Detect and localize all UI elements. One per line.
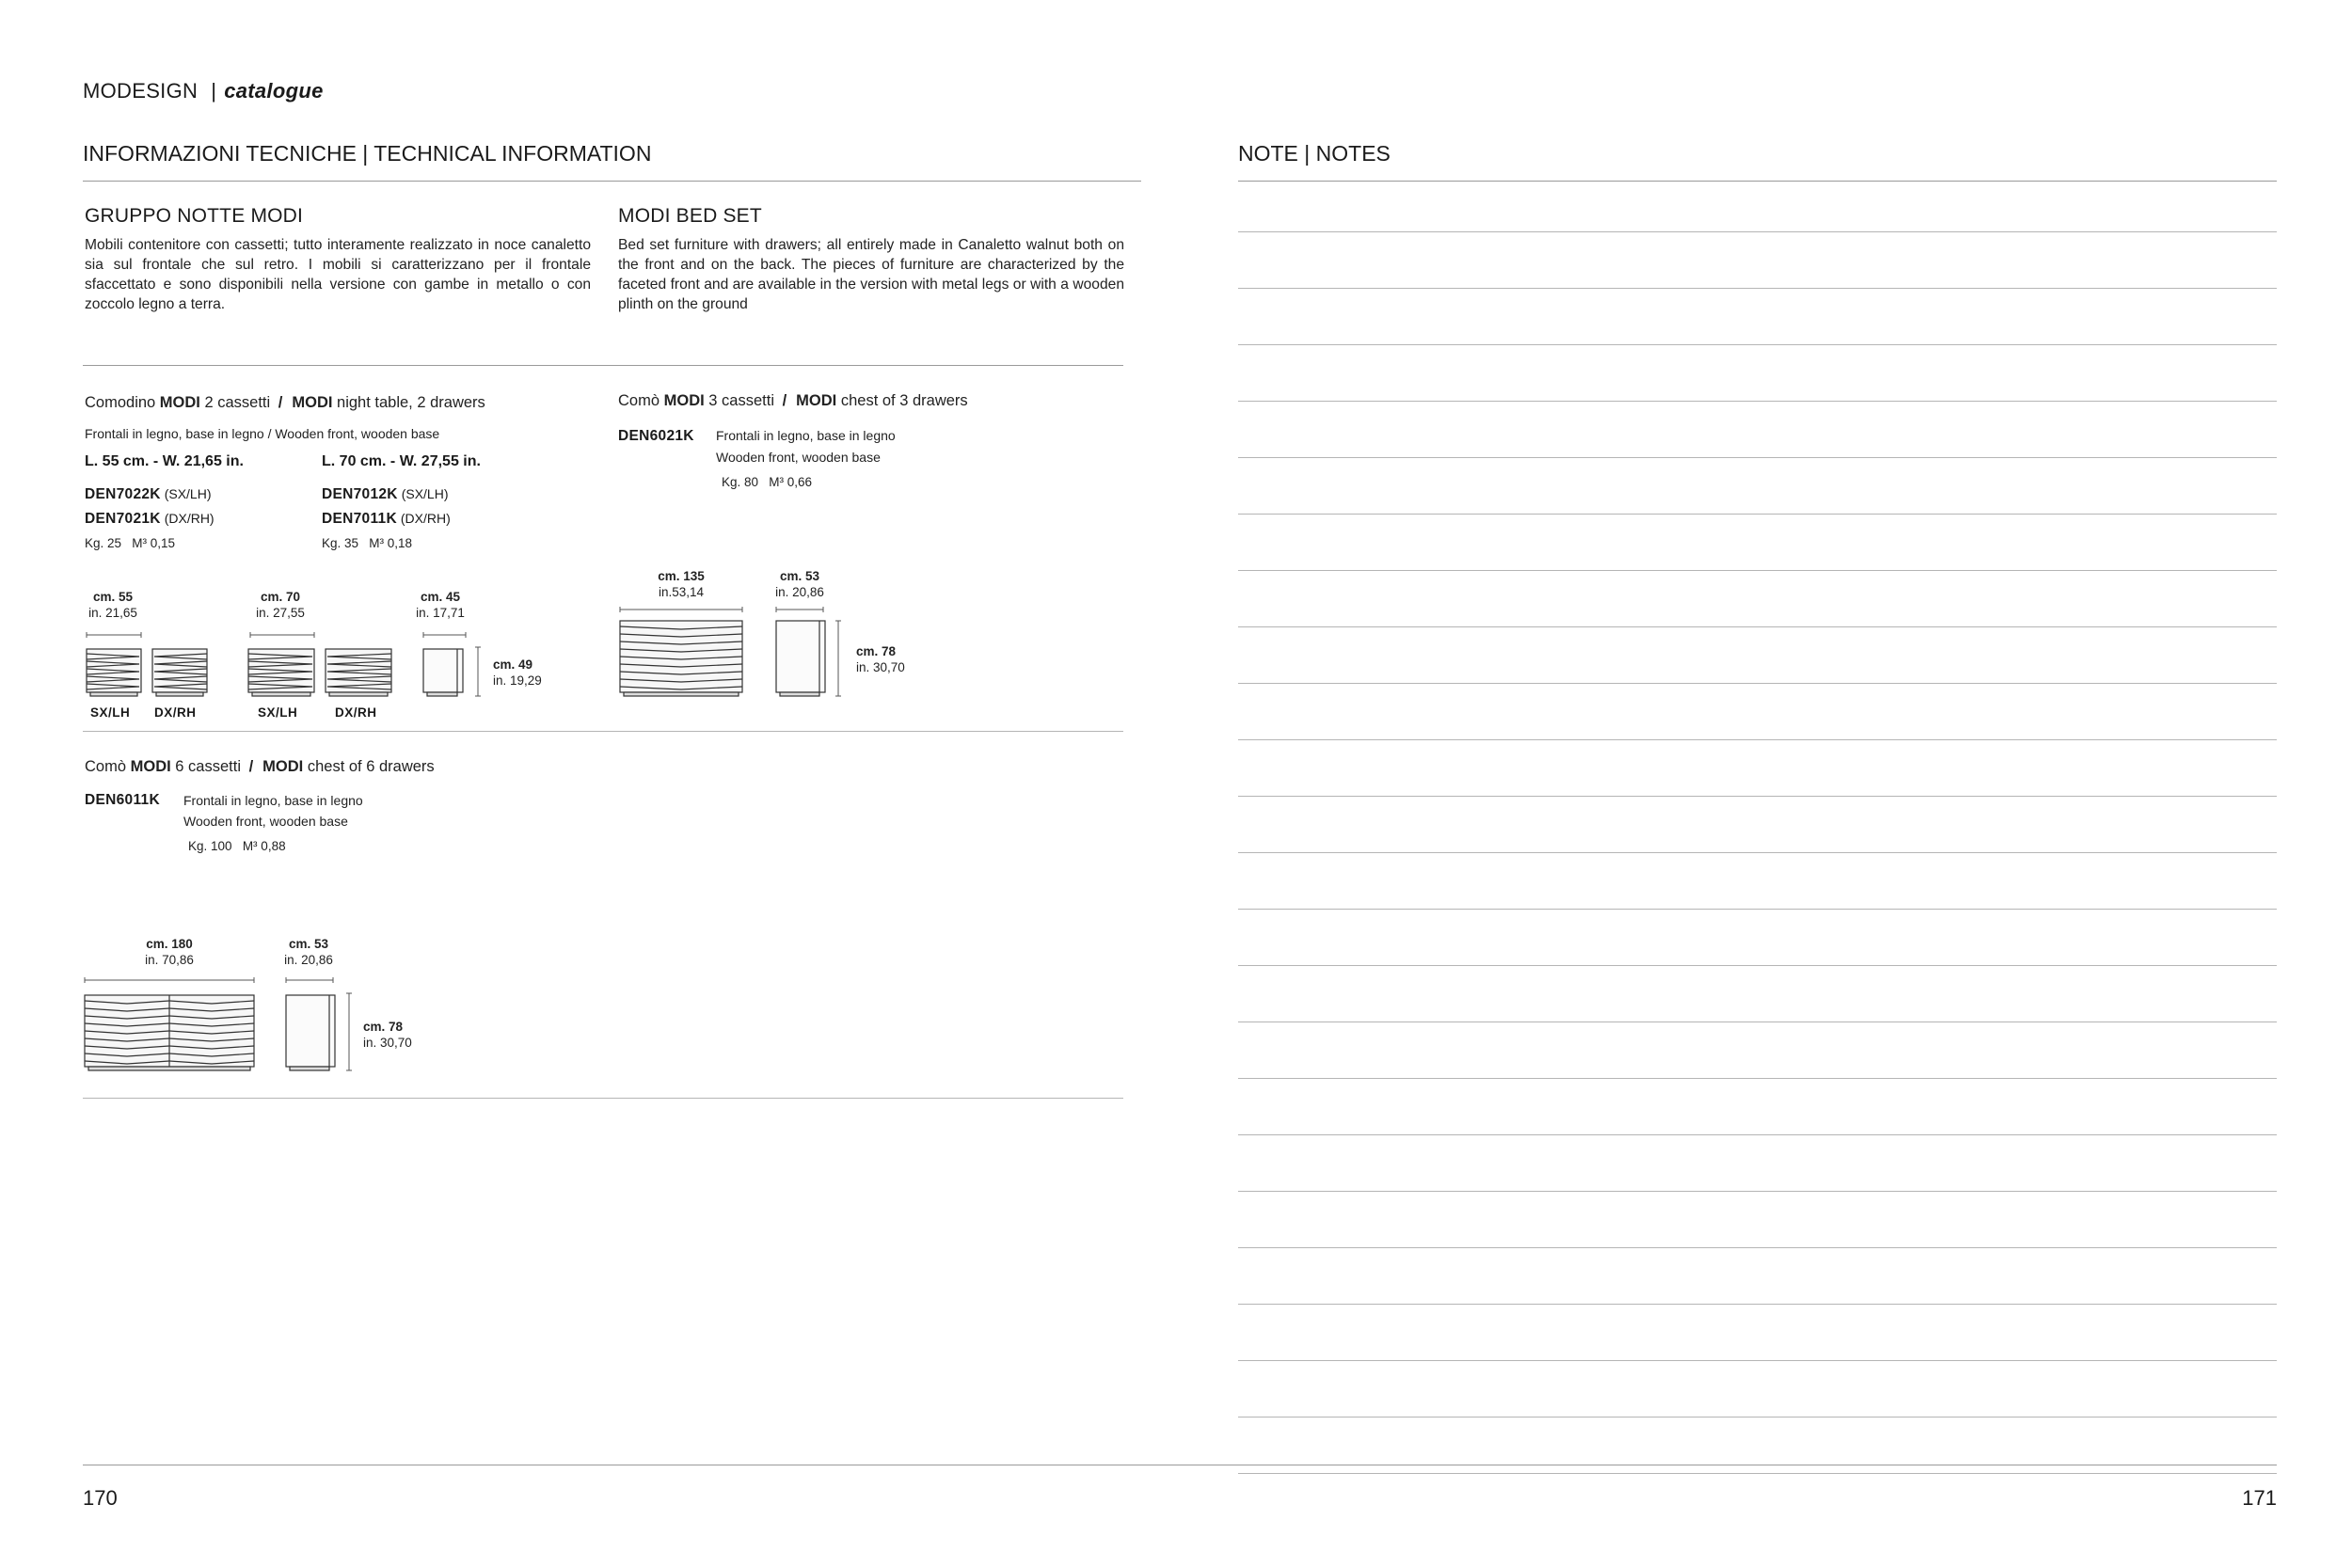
night-table-large-weight: Kg. 35 M³ 0,18 (322, 536, 413, 550)
brand-header (83, 79, 324, 103)
night-table-large-code1: DEN7012K (SX/LH) (322, 486, 449, 502)
note-line (1238, 1191, 2277, 1192)
chest3-dim-width: cm. 135 in.53,14 (658, 569, 705, 599)
night-table-small-code1: DEN7022K (SX/LH) (85, 486, 212, 502)
note-line (1238, 288, 2277, 289)
chest6-bottom-rule (83, 1098, 1123, 1099)
note-line (1238, 514, 2277, 515)
dim-h49: cm. 49 in. 19,29 (493, 657, 542, 688)
intro-rule (83, 365, 1123, 366)
note-line (1238, 739, 2277, 740)
note-line (1238, 796, 2277, 797)
intro-en-title: MODI BED SET (618, 205, 762, 227)
night-table-small-code2: DEN7021K (DX/RH) (85, 511, 215, 527)
note-line (1238, 852, 2277, 853)
night-table-large-dx-drawing (326, 649, 391, 696)
page-number-left: 170 (83, 1486, 118, 1510)
chest6-dim-height: cm. 78 in. 30,70 (363, 1020, 412, 1050)
night-table-large-size: L. 70 cm. - W. 27,55 in. (322, 453, 481, 469)
chest6-material-en: Wooden front, wooden base (183, 814, 348, 829)
note-line (1238, 401, 2277, 402)
note-line (1238, 626, 2277, 627)
technical-info-title: INFORMAZIONI TECNICHE | TECHNICAL INFORMATION (83, 141, 652, 166)
chest6-dim-width: cm. 180 in. 70,86 (145, 937, 194, 967)
brand-separator: | (211, 79, 217, 103)
chest6-drawings (83, 973, 365, 1078)
night-table-title: Comodino MODI 2 cassetti / MODI night table, 2 drawers (85, 394, 485, 411)
chest6-dim-depth: cm. 53 in. 20,86 (284, 937, 333, 967)
label-large-sx: SX/LH (258, 705, 298, 720)
chest6-side-drawing (286, 995, 335, 1070)
chest6-code: DEN6011K (85, 792, 160, 808)
note-line (1238, 965, 2277, 966)
chest6-front-drawing (85, 995, 254, 1070)
notes-title: NOTE | NOTES (1238, 141, 1391, 166)
chest3-title: Comò MODI 3 cassetti / MODI chest of 3 drawers (618, 392, 968, 409)
label-small-sx: SX/LH (90, 705, 131, 720)
right-top-rule (1238, 181, 2277, 182)
chest3-material-en: Wooden front, wooden base (716, 450, 881, 465)
intro-it-title: GRUPPO NOTTE MODI (85, 205, 304, 227)
chest3-dim-height: cm. 78 in. 30,70 (856, 644, 905, 674)
night-table-drawings (83, 626, 497, 711)
note-line (1238, 1134, 2277, 1135)
intro-it-text: Mobili contenitore con cassetti; tutto interamente realizzato in noce canaletto sia sul frontale che sul retro. I mobili si caratterizzano per il frontale sfaccettato e sono disponibili nella versione con gambe in metallo o con zoccolo legno a terra. (85, 237, 591, 312)
note-line (1238, 231, 2277, 232)
left-top-rule (83, 181, 1141, 182)
night-table-small-weight: Kg. 25 M³ 0,15 (85, 536, 176, 550)
dim-w55: cm. 55 in. 21,65 (88, 590, 137, 620)
note-line (1238, 457, 2277, 458)
label-large-dx: DX/RH (335, 705, 377, 720)
label-small-dx: DX/RH (154, 705, 197, 720)
intro-en-text: Bed set furniture with drawers; all entirely made in Canaletto walnut both on the front and on the back. The pieces of furniture are characterized by the faceted front and are available in the version with metal legs or with a wooden plinth on the ground (618, 237, 1124, 312)
chest3-material-it: Frontali in legno, base in legno (716, 428, 896, 443)
chest6-weight: Kg. 100 M³ 0,88 (188, 839, 286, 853)
note-line (1238, 683, 2277, 684)
note-line (1238, 570, 2277, 571)
note-line (1238, 1304, 2277, 1305)
chest3-dim-depth: cm. 53 in. 20,86 (775, 569, 824, 599)
chest6-material-it: Frontali in legno, base in legno (183, 793, 363, 808)
note-line (1238, 909, 2277, 910)
night-table-side-drawing (423, 649, 463, 696)
dim-d45: cm. 45 in. 17,71 (416, 590, 465, 620)
page-number-right: 171 (2242, 1486, 2277, 1510)
night-table-materials: Frontali in legno, base in legno / Wooden front, wooden base (85, 426, 440, 441)
chest3-weight: Kg. 80 M³ 0,66 (722, 475, 813, 489)
brand-name: MODESIGN (83, 79, 199, 103)
note-line (1238, 1247, 2277, 1248)
brand-suffix: catalogue (224, 79, 324, 103)
night-table-bottom-rule (83, 731, 1123, 732)
night-table-large-code2: DEN7011K (DX/RH) (322, 511, 451, 527)
chest3-front-drawing (620, 621, 742, 696)
dim-w70: cm. 70 in. 27,55 (256, 590, 305, 620)
night-table-small-dx-drawing (152, 649, 207, 696)
note-line (1238, 344, 2277, 345)
note-line (1238, 1360, 2277, 1361)
note-line (1238, 1417, 2277, 1418)
night-table-small-sx-drawing (87, 649, 141, 696)
chest3-side-drawing (776, 621, 825, 696)
chest3-drawings (616, 602, 861, 705)
note-line (1238, 1473, 2277, 1474)
chest3-code: DEN6021K (618, 428, 694, 444)
night-table-large-sx-drawing (248, 649, 314, 696)
night-table-small-size: L. 55 cm. - W. 21,65 in. (85, 453, 244, 469)
chest6-title: Comò MODI 6 cassetti / MODI chest of 6 drawers (85, 758, 435, 775)
note-line (1238, 1078, 2277, 1079)
